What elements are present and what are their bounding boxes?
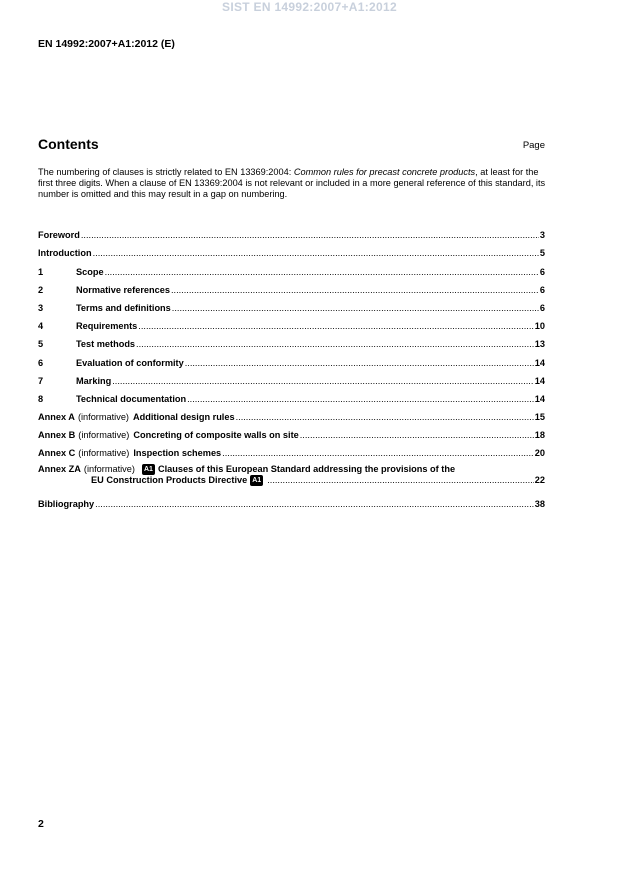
toc-entry-title: Test methods <box>76 339 136 350</box>
dot-leader <box>105 267 539 277</box>
annex-note: (informative) <box>78 448 130 459</box>
toc-entry-title: Technical documentation <box>76 393 187 404</box>
dot-leader <box>187 394 534 404</box>
toc-entry-annex-c[interactable] <box>38 440 545 458</box>
toc-entry-title: Requirements <box>76 321 138 332</box>
toc-entry-number: 8 <box>38 393 44 404</box>
dot-leader <box>172 303 539 313</box>
dot-leader <box>112 376 534 386</box>
toc-entry-number: 2 <box>38 284 44 295</box>
toc-entry-normative-references[interactable] <box>38 277 545 295</box>
toc-entry-requirements[interactable] <box>38 313 545 331</box>
intro-text-part2: , at least for the first three digits. When a clause of EN 13369:2004 is not relevant or included in a more general reference of this standard, its number is omitted and this may result in a gap on numbering. <box>38 167 546 199</box>
toc-entry-title: Bibliography <box>38 498 95 509</box>
toc-entry-bibliography[interactable] <box>38 490 545 508</box>
intro-text-italic: Common rules for precast concrete products <box>293 167 476 177</box>
intro-text-part1: The numbering of clauses is strictly related to EN 13369:2004: <box>38 167 294 177</box>
annex-label: Annex B <box>38 430 76 441</box>
annex-note: (informative) <box>83 464 135 475</box>
toc-entry-number: 3 <box>38 302 44 313</box>
toc-entry-title-line1: Clauses of this European Standard addressing the provisions of the <box>157 464 456 475</box>
toc-entry-scope[interactable] <box>38 258 545 276</box>
toc-entry-page: 14 <box>534 375 545 386</box>
dot-leader <box>136 339 534 349</box>
toc-entry-title: Scope <box>76 266 104 277</box>
dot-leader <box>222 448 534 458</box>
toc-entry-page: 13 <box>534 339 545 350</box>
toc-entry-technical-documentation[interactable] <box>38 386 545 404</box>
dot-leader <box>95 499 534 509</box>
annex-label: Annex C <box>38 448 76 459</box>
table-of-contents <box>38 222 545 509</box>
toc-entry-page: 5 <box>539 248 545 259</box>
toc-entry-page: 10 <box>534 321 545 332</box>
toc-entry-page: 38 <box>534 498 545 509</box>
toc-entry-page: 6 <box>539 284 545 295</box>
toc-entry-title-line2: EU Construction Products Directive <box>91 475 248 486</box>
toc-entry-title: Introduction <box>38 248 92 259</box>
dot-leader <box>93 248 539 258</box>
document-id: EN 14992:2007+A1:2012 (E) <box>38 38 175 50</box>
toc-entry-title: Inspection schemes <box>133 448 222 459</box>
toc-entry-title: Evaluation of conformity <box>76 357 184 368</box>
toc-entry-title: Concreting of composite walls on site <box>133 430 299 441</box>
page-title: Contents <box>38 136 99 152</box>
toc-entry-introduction[interactable] <box>38 240 545 258</box>
toc-entry-foreword[interactable] <box>38 222 545 240</box>
toc-entry-title: Terms and definitions <box>76 302 171 313</box>
toc-entry-marking[interactable] <box>38 368 545 386</box>
dot-leader <box>300 430 534 440</box>
toc-entry-page: 3 <box>539 230 545 241</box>
dot-leader <box>171 285 539 295</box>
toc-entry-number: 5 <box>38 339 44 350</box>
dot-leader <box>138 321 533 331</box>
amendment-start-icon: A1 <box>142 464 155 475</box>
toc-entry-test-methods[interactable] <box>38 331 545 349</box>
toc-entry-number: 7 <box>38 375 44 386</box>
annex-label: Annex A <box>38 412 75 423</box>
toc-entry-evaluation-conformity[interactable] <box>38 349 545 367</box>
toc-entry-annex-za[interactable] <box>38 464 545 486</box>
toc-entry-page: 6 <box>539 266 545 277</box>
annex-label: Annex ZA <box>38 464 81 475</box>
toc-entry-terms-definitions[interactable] <box>38 295 545 313</box>
watermark: SIST EN 14992:2007+A1:2012 <box>222 0 397 14</box>
annex-note: (informative) <box>78 430 130 441</box>
page-column-label: Page <box>522 140 545 151</box>
toc-entry-page: 14 <box>534 393 545 404</box>
dot-leader <box>236 412 534 422</box>
toc-entry-title: Foreword <box>38 230 80 241</box>
toc-entry-title: Marking <box>76 375 112 386</box>
toc-entry-number: 4 <box>38 321 44 332</box>
dot-leader <box>185 358 534 368</box>
page-number: 2 <box>38 818 44 830</box>
toc-entry-page: 20 <box>534 448 545 459</box>
toc-entry-page: 14 <box>534 357 545 368</box>
dot-leader <box>81 230 539 240</box>
intro-paragraph <box>38 167 546 200</box>
toc-entry-annex-b[interactable] <box>38 422 545 440</box>
toc-entry-page: 15 <box>534 412 545 423</box>
toc-entry-page: 6 <box>539 302 545 313</box>
toc-entry-number: 6 <box>38 357 44 368</box>
toc-entry-page: 22 <box>534 475 545 486</box>
dot-leader <box>267 475 534 486</box>
toc-entry-page: 18 <box>534 430 545 441</box>
toc-entry-title: Additional design rules <box>133 412 235 423</box>
amendment-end-icon: A1 <box>250 475 263 486</box>
toc-entry-title: Normative references <box>76 284 170 295</box>
toc-entry-number: 1 <box>38 266 44 277</box>
annex-note: (informative) <box>77 412 129 423</box>
toc-entry-annex-a[interactable] <box>38 404 545 422</box>
